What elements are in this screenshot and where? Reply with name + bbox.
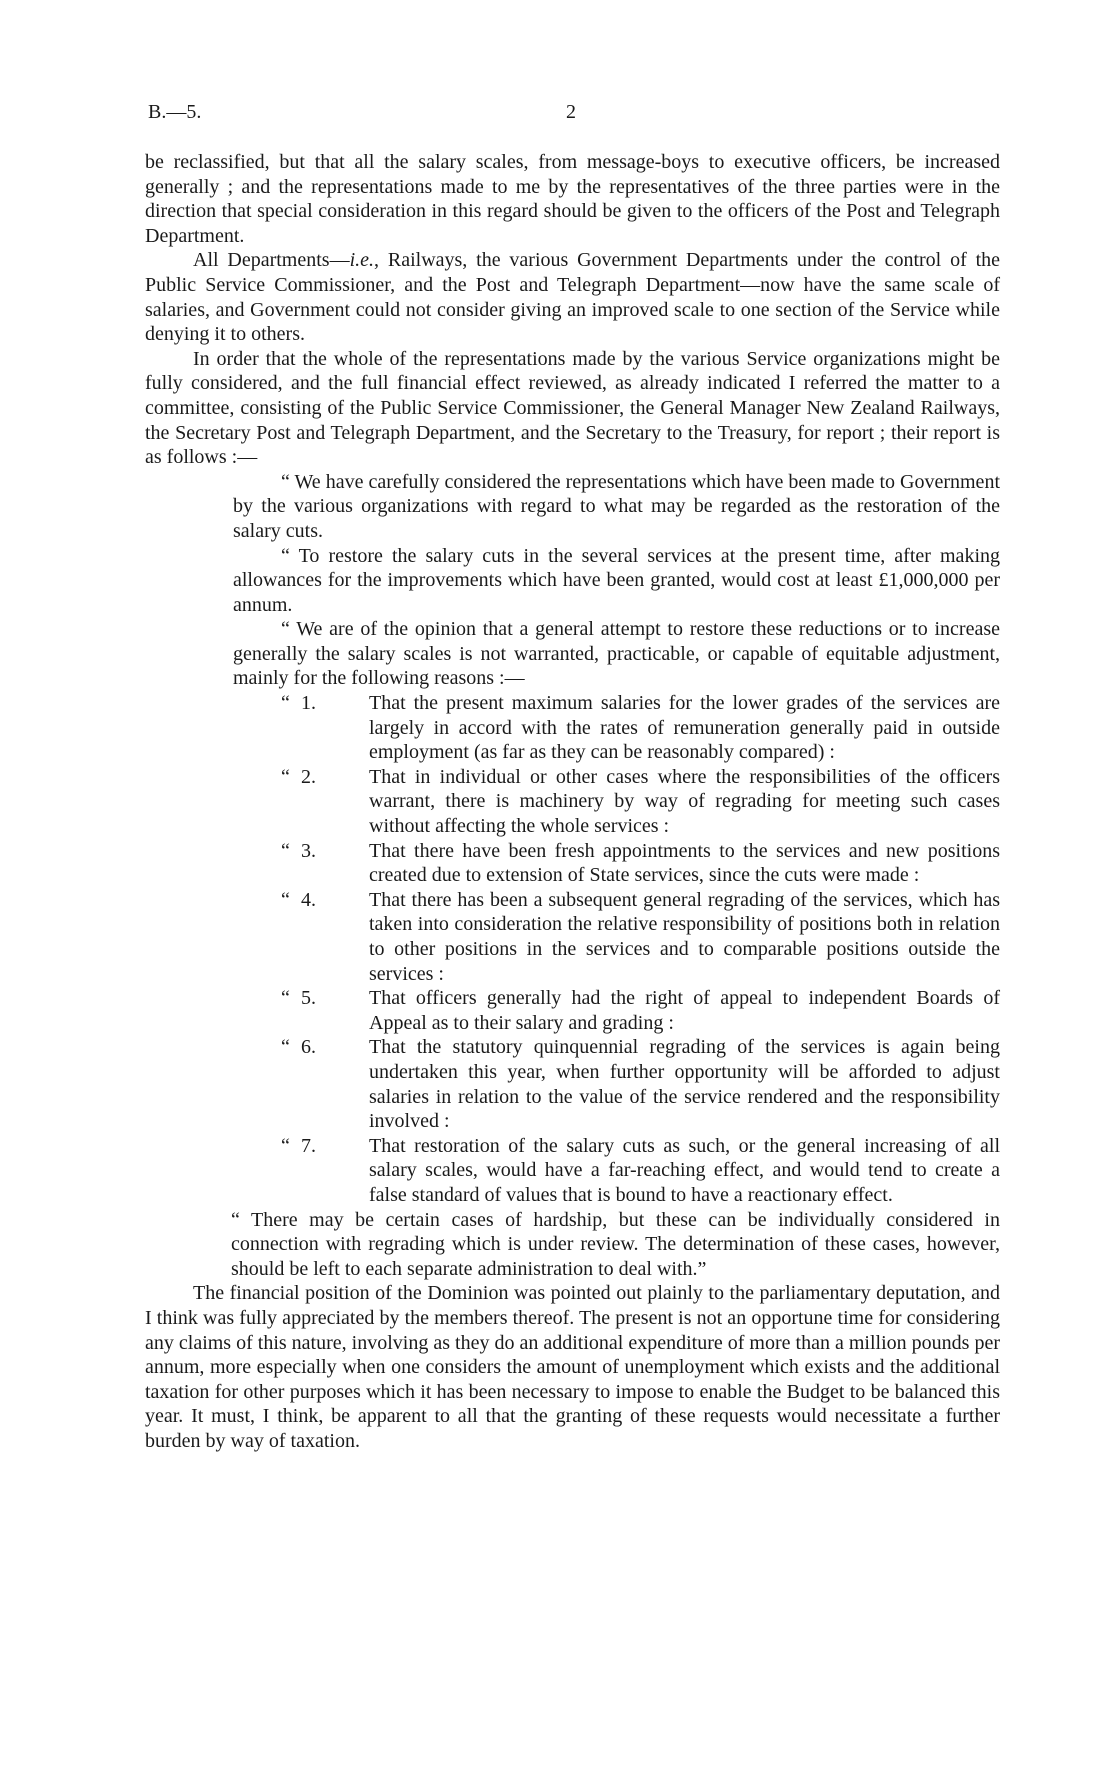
reason-text: That the present maximum salaries for the lower grades of the services are largely in accord with the rates of remuneration generally paid in outside employment (as far as they can be reasonably compared) :	[369, 692, 1000, 764]
quote-hardship: “ There may be certain cases of hardship, but these can be individually considered in connection with regrading which is under review. The determination of these cases, however, should be left to each separate administration to deal with.”	[231, 1208, 1000, 1280]
paragraph-departments-rest: , Railways, the various Government Departments under the control of the Public Service Commissioner, and the Post and Telegraph Department—now have the same scale of salaries, and Government could not consider giving an improved scale to one section of the Service while denying it to others.	[145, 249, 1001, 346]
reason-text: That restoration of the salary cuts as such, or the general increasing of all salary scales, would have a far-reaching effect, and would tend to create a false standard of values that is bound to have a reactionary effect.	[369, 1134, 1000, 1206]
reason-item	[281, 986, 1000, 1035]
paragraph-financial-position: The financial position of the Dominion was pointed out plainly to the parliamentary deputation, and I think was fully appreciated by the members thereof. The present is not an opportune time for considering any claims of this nature, involving as they do an additional expenditure of more than a million pounds per annum, more especially when one considers the amount of unemployment which exists and the additional taxation for other purposes which it has been necessary to impose to enable the Budget to be balanced this year. It must, I think, be apparent to all that the granting of these requests would necessitate a further burden by way of taxation.	[145, 1282, 1000, 1452]
reason-text: That there has been a subsequent general regrading of the services, which has taken into consideration the relative responsibility of positions both in relation to other positions in the services and to comparable positions outside the services :	[369, 888, 1000, 985]
reason-item	[281, 1134, 1000, 1208]
quote-considered: “ We have carefully considered the representations which have been made to Government by the various organizations with regard to what may be regarded as the restoration of the salary cuts.	[233, 470, 1000, 542]
document-body	[145, 150, 1000, 1453]
reason-number-label: “ 3.	[281, 839, 316, 862]
reason-text: That in individual or other cases where the responsibilities of the officers warrant, there is machinery by way of regrading for meeting such cases without affecting the whole services :	[369, 765, 1000, 838]
reason-item	[281, 765, 1000, 839]
reason-item	[281, 691, 1000, 765]
reason-text: That there have been fresh appointments to the services and new positions created due to extension of State services, since the cuts were made :	[369, 839, 1000, 887]
reason-number-label: “ 7.	[281, 1134, 316, 1157]
paragraph-departments-ie: i.e.	[349, 249, 375, 272]
document-reference: B.—5.	[148, 101, 202, 123]
reason-item	[281, 888, 1000, 986]
reason-text: That the statutory quinquennial regrading of the services is again being undertaken this year, when further opportunity will be afforded to adjust salaries in relation to the value of the service rendered and the responsibility involved :	[369, 1036, 1000, 1133]
reason-number-label: “ 2.	[281, 765, 316, 788]
page-number: 2	[566, 101, 576, 123]
reason-number-label: “ 5.	[281, 987, 316, 1010]
reason-number-label: “ 4.	[281, 888, 316, 911]
reason-item	[281, 1035, 1000, 1133]
paragraph-departments-start: All Departments—	[193, 249, 350, 272]
reason-text: That officers generally had the right of appeal to independent Boards of Appeal as to their salary and grading :	[369, 987, 1000, 1034]
reason-item	[281, 839, 1000, 888]
reason-number-label: “ 1.	[281, 692, 316, 715]
paragraph-committee: In order that the whole of the representations made by the various Service organizations might be fully considered, and the full financial effect reviewed, as already indicated I referred the matter to a committee, consisting of the Public Service Commissioner, the General Manager New Zealand Railways, the Secretary Post and Telegraph Department, and the Secretary to the Treasury, for report ; their report is as follows :—	[145, 347, 1000, 469]
quote-cost: “ To restore the salary cuts in the several services at the present time, after making allowances for the improvements which have been granted, would cost at least £1,000,000 per annum.	[233, 544, 1000, 616]
paragraph-departments	[145, 248, 1000, 346]
reason-number-label: “ 6.	[281, 1036, 316, 1059]
paragraph-continuation: be reclassified, but that all the salary scales, from message-boys to executive officers, be increased generally ; and the representations made to me by the representatives of the three parties were in the direction that special consideration in this regard should be given to the officers of the Post and Telegraph Department.	[145, 151, 1000, 247]
quote-opinion: “ We are of the opinion that a general attempt to restore these reductions or to increase generally the salary scales is not warranted, practicable, or capable of equitable adjustment, mainly for the following reasons :—	[233, 618, 1000, 690]
